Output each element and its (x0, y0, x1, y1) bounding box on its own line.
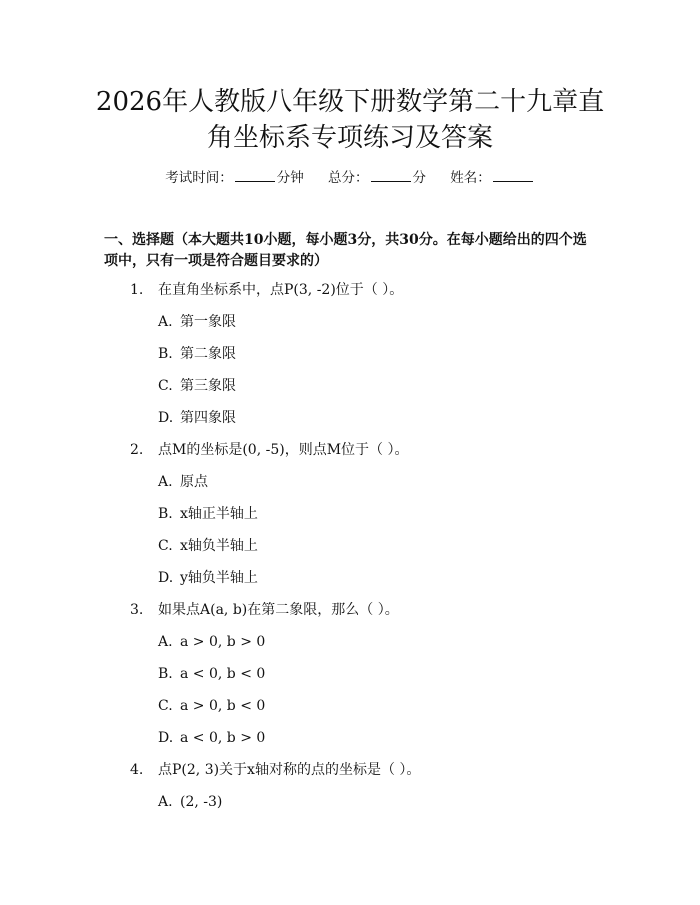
question-stem: 点M的坐标是(0, -5)，则点M位于（ ）。 (158, 442, 409, 458)
option-text: 第三象限 (180, 378, 236, 394)
total-score-unit: 分 (412, 170, 426, 186)
exam-time-label: 考试时间： (165, 170, 233, 186)
section-heading-line-2: 项中，只有一项是符合题目要求的） (104, 253, 328, 269)
question-stem: 点P(2, 3)关于x轴对称的点的坐标是（ ）。 (158, 762, 421, 778)
option-3b (158, 664, 265, 684)
total-score-label: 总分： (328, 170, 369, 186)
question-3 (130, 600, 399, 620)
exam-time-blank (235, 168, 275, 182)
option-letter: A. (158, 794, 173, 810)
question-4 (130, 760, 420, 780)
option-letter: D. (158, 730, 174, 746)
option-1d (158, 408, 236, 428)
section-heading-line-1: 一、选择题（本大题共10小题，每小题3分，共30分。在每小题给出的四个选 (104, 232, 587, 248)
question-stem: 在直角坐标系中，点P(3, -2)位于（ ）。 (158, 282, 404, 298)
option-1a (158, 312, 236, 332)
option-2a (158, 472, 208, 492)
option-text: x轴负半轴上 (180, 538, 258, 554)
exam-time-field (165, 170, 308, 186)
question-2 (130, 440, 409, 460)
total-score-blank (371, 168, 411, 182)
question-stem: 如果点A(a, b)在第二象限，那么（ ）。 (158, 602, 399, 618)
option-1c (158, 376, 236, 396)
document-title-line-1: 2026年人教版八年级下册数学第二十九章直 (95, 87, 605, 117)
option-text: 第四象限 (180, 410, 236, 426)
option-letter: B. (158, 666, 173, 682)
student-name-blank (493, 168, 533, 182)
option-text: x轴正半轴上 (180, 506, 258, 522)
option-letter: C. (158, 538, 173, 554)
option-letter: C. (158, 698, 173, 714)
option-3d (158, 728, 265, 748)
option-letter: A. (158, 314, 173, 330)
question-1 (130, 280, 403, 300)
option-2d (158, 568, 258, 588)
option-text: a < 0, b > 0 (180, 730, 266, 746)
question-number: 3. (130, 602, 144, 618)
question-number: 2. (130, 442, 144, 458)
option-1b (158, 344, 236, 364)
option-2b (158, 504, 258, 524)
student-name-field (450, 170, 535, 186)
total-score-field (328, 170, 430, 186)
option-letter: A. (158, 634, 173, 650)
option-3a (158, 632, 265, 652)
option-text: y轴负半轴上 (180, 570, 258, 586)
option-letter: B. (158, 346, 173, 362)
option-text: 第二象限 (180, 346, 236, 362)
option-text: 第一象限 (180, 314, 236, 330)
exam-time-unit: 分钟 (276, 170, 304, 186)
option-2c (158, 536, 258, 556)
option-4a (158, 792, 222, 812)
option-3c (158, 696, 265, 716)
option-text: a > 0, b < 0 (180, 698, 266, 714)
option-letter: C. (158, 378, 173, 394)
option-text: a < 0, b < 0 (180, 666, 266, 682)
student-name-label: 姓名： (450, 170, 491, 186)
option-text: a > 0, b > 0 (180, 634, 266, 650)
option-letter: A. (158, 474, 173, 490)
option-letter: D. (158, 570, 174, 586)
option-text: (2, -3) (180, 794, 223, 810)
option-text: 原点 (180, 474, 208, 490)
question-number: 4. (130, 762, 144, 778)
option-letter: B. (158, 506, 173, 522)
exam-meta-line (0, 168, 700, 188)
question-number: 1. (130, 282, 144, 298)
option-letter: D. (158, 410, 174, 426)
document-title-line-2: 角坐标系专项练习及答案 (206, 123, 493, 153)
